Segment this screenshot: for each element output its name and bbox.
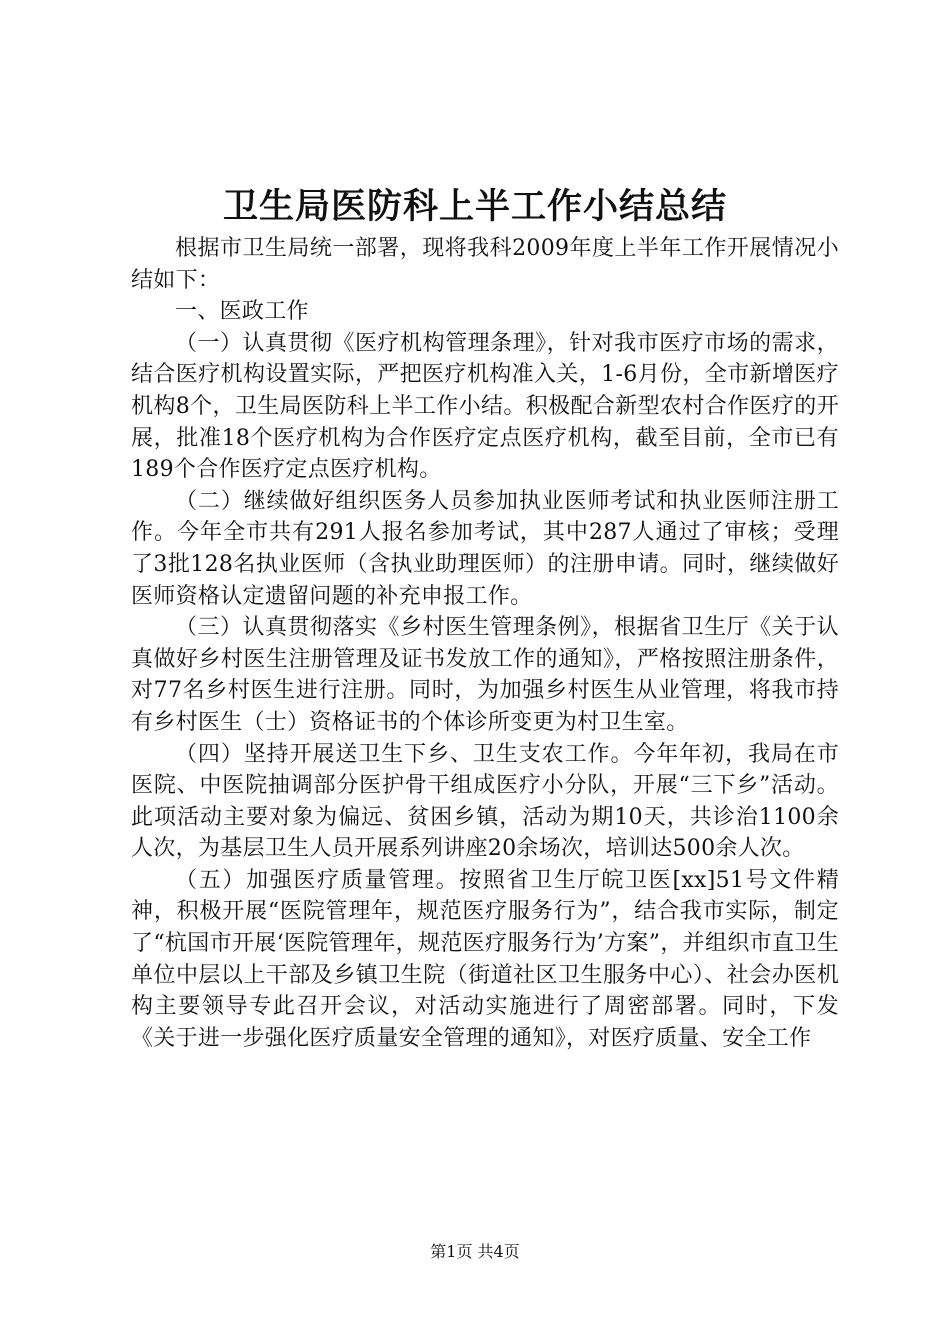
section-heading: 一、医政工作 xyxy=(175,299,309,325)
paragraph-item-4: （四）坚持开展送卫生下乡、卫生支农工作。今年年初，我局在市医院、中医院抽调部分医护骨干组成医疗小分队，开展“三下乡”活动。此项活动主要对象为偏远、贫困乡镇，活动为期10天，共诊治1100余人次，为基层卫生人员开展系列讲座20余场次，培训达500余人次。 xyxy=(131,741,839,862)
document-title: 卫生局医防科上半工作小结总结 xyxy=(222,186,727,227)
intro-paragraph: 根据市卫生局统一部署，现将我科2009年度上半年工作开展情况小结如下： xyxy=(131,236,839,293)
paragraph-item-5: （五）加强医疗质量管理。按照省卫生厅皖卫医[xx]51号文件精神，积极开展“医院管理年，规范医疗服务行为”，结合我市实际，制定了“杭国市开展‘医院管理年，规范医疗服务行为’方案”，并组织市直卫生单位中层以上干部及乡镇卫生院（街道社区卫生服务中心）、社会办医机构主要领导专此召开会议，对活动实施进行了周密部署。同时，下发《关于进一步强化医疗质量安全管理的通知》，对医疗质量、安全工作 xyxy=(131,867,839,1051)
paragraph-item-3: （三）认真贯彻落实《乡村医生管理条例》，根据省卫生厅《关于认真做好乡村医生注册管理及证书发放工作的通知》，严格按照注册条件，对77名乡村医生进行注册。同时，为加强乡村医生从业管理，将我市持有乡村医生（士）资格证书的个体诊所变更为村卫生室。 xyxy=(131,615,839,735)
document-body xyxy=(131,233,839,1054)
paragraph-item-1: （一）认真贯彻《医疗机构管理条理》，针对我市医疗市场的需求，结合医疗机构设置实际，严把医疗机构准入关，1-6月份，全市新增医疗机构8个，卫生局医防科上半工作小结。积极配合新型农村合作医疗的开展，批准18个医疗机构为合作医疗定点医疗机构，截至目前，全市已有189个合作医疗定点医疗机构。 xyxy=(131,330,839,483)
paragraph-item-2: （二）继续做好组织医务人员参加执业医师考试和执业医师注册工作。今年全市共有291人报名参加考试，其中287人通过了审核；受理了3批128名执业医师（含执业助理医师）的注册申请。同时，继续做好医师资格认定遗留问题的补充申报工作。 xyxy=(131,488,839,609)
page-number-footer: 第1页 共4页 xyxy=(430,1242,520,1261)
